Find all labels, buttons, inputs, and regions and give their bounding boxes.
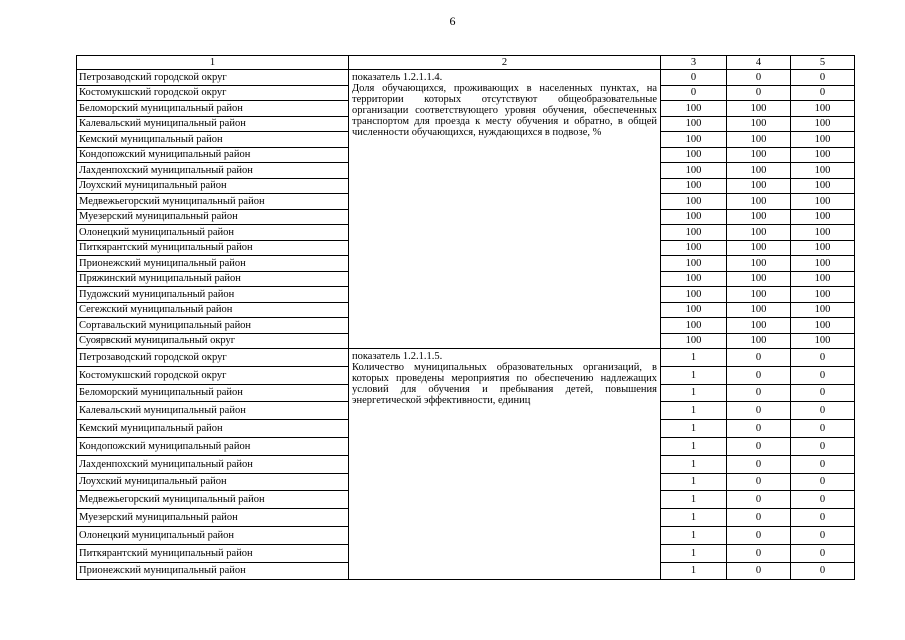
municipality-name: Сортавальский муниципальный район (77, 318, 349, 334)
value-col-3: 100 (661, 116, 727, 132)
municipality-name: Костомукшский городской округ (77, 85, 349, 101)
value-col-5: 100 (791, 194, 855, 210)
value-col-5: 0 (791, 366, 855, 384)
section-1 (77, 70, 855, 349)
value-col-5: 0 (791, 544, 855, 562)
value-col-5: 100 (791, 225, 855, 241)
municipality-name: Медвежьегорский муниципальный район (77, 194, 349, 210)
municipality-name: Суоярвский муниципальный округ (77, 333, 349, 349)
value-col-3: 100 (661, 132, 727, 148)
indicator-description-cell (349, 349, 661, 580)
municipality-name: Беломорский муниципальный район (77, 101, 349, 117)
value-col-5: 100 (791, 318, 855, 334)
municipality-name: Муезерский муниципальный район (77, 509, 349, 527)
value-col-4: 100 (727, 287, 791, 303)
value-col-5: 100 (791, 101, 855, 117)
header-col-4: 4 (727, 56, 791, 70)
value-col-3: 1 (661, 491, 727, 509)
municipality-name: Сегежский муниципальный район (77, 302, 349, 318)
value-col-3: 1 (661, 366, 727, 384)
indicator-table (76, 55, 855, 580)
value-col-4: 0 (727, 366, 791, 384)
value-col-5: 100 (791, 132, 855, 148)
value-col-4: 100 (727, 318, 791, 334)
value-col-5: 100 (791, 240, 855, 256)
value-col-5: 0 (791, 384, 855, 402)
value-col-5: 100 (791, 147, 855, 163)
indicator-description-cell (349, 70, 661, 349)
value-col-5: 100 (791, 178, 855, 194)
value-col-4: 0 (727, 491, 791, 509)
indicator-code: показатель 1.2.1.1.5. (352, 351, 443, 362)
value-col-4: 0 (727, 526, 791, 544)
value-col-5: 0 (791, 491, 855, 509)
value-col-3: 100 (661, 302, 727, 318)
value-col-3: 100 (661, 163, 727, 179)
value-col-5: 0 (791, 526, 855, 544)
municipality-name: Петрозаводский городской округ (77, 349, 349, 367)
municipality-name: Пряжинский муниципальный район (77, 271, 349, 287)
header-col-2: 2 (349, 56, 661, 70)
value-col-5: 0 (791, 85, 855, 101)
municipality-name: Лахденпохский муниципальный район (77, 455, 349, 473)
value-col-3: 1 (661, 402, 727, 420)
value-col-4: 100 (727, 209, 791, 225)
value-col-3: 0 (661, 70, 727, 86)
municipality-name: Кондопожский муниципальный район (77, 437, 349, 455)
value-col-5: 0 (791, 509, 855, 527)
municipality-name: Беломорский муниципальный район (77, 384, 349, 402)
value-col-4: 0 (727, 473, 791, 491)
value-col-4: 0 (727, 562, 791, 580)
value-col-3: 100 (661, 194, 727, 210)
municipality-name: Питкярантский муниципальный район (77, 240, 349, 256)
municipality-name: Кемский муниципальный район (77, 132, 349, 148)
value-col-4: 100 (727, 116, 791, 132)
header-col-5: 5 (791, 56, 855, 70)
header-row (77, 56, 855, 70)
value-col-4: 100 (727, 178, 791, 194)
value-col-3: 1 (661, 509, 727, 527)
value-col-3: 1 (661, 562, 727, 580)
municipality-name: Питкярантский муниципальный район (77, 544, 349, 562)
value-col-4: 100 (727, 256, 791, 272)
value-col-5: 0 (791, 437, 855, 455)
municipality-name: Олонецкий муниципальный район (77, 526, 349, 544)
value-col-5: 0 (791, 402, 855, 420)
municipality-name: Олонецкий муниципальный район (77, 225, 349, 241)
value-col-4: 100 (727, 240, 791, 256)
municipality-name: Кондопожский муниципальный район (77, 147, 349, 163)
municipality-name: Пудожский муниципальный район (77, 287, 349, 303)
value-col-4: 0 (727, 402, 791, 420)
value-col-5: 0 (791, 562, 855, 580)
value-col-4: 0 (727, 349, 791, 367)
value-col-5: 100 (791, 333, 855, 349)
value-col-4: 100 (727, 271, 791, 287)
municipality-name: Лоухский муниципальный район (77, 178, 349, 194)
municipality-name: Прионежский муниципальный район (77, 256, 349, 272)
value-col-3: 100 (661, 318, 727, 334)
value-col-4: 0 (727, 420, 791, 438)
value-col-5: 0 (791, 473, 855, 491)
value-col-4: 100 (727, 333, 791, 349)
municipality-name: Лоухский муниципальный район (77, 473, 349, 491)
value-col-5: 0 (791, 70, 855, 86)
value-col-3: 100 (661, 333, 727, 349)
value-col-4: 100 (727, 225, 791, 241)
page-number: 6 (449, 14, 456, 28)
indicator-description: Количество муниципальных образовательных организаций, в которых проведены мероприятия по обеспечению надлежащих условий для обучения и пребывания детей, повышения энергетической эффективности, единиц (352, 362, 657, 406)
value-col-3: 1 (661, 420, 727, 438)
value-col-5: 100 (791, 209, 855, 225)
value-col-3: 1 (661, 473, 727, 491)
value-col-3: 100 (661, 147, 727, 163)
value-col-4: 100 (727, 163, 791, 179)
value-col-5: 100 (791, 116, 855, 132)
municipality-name: Муезерский муниципальный район (77, 209, 349, 225)
value-col-4: 0 (727, 509, 791, 527)
value-col-4: 0 (727, 85, 791, 101)
value-col-4: 0 (727, 70, 791, 86)
municipality-name: Кемский муниципальный район (77, 420, 349, 438)
value-col-5: 100 (791, 163, 855, 179)
value-col-4: 0 (727, 437, 791, 455)
value-col-5: 100 (791, 287, 855, 303)
value-col-5: 0 (791, 420, 855, 438)
value-col-4: 100 (727, 101, 791, 117)
value-col-3: 100 (661, 271, 727, 287)
value-col-4: 0 (727, 544, 791, 562)
value-col-3: 1 (661, 437, 727, 455)
value-col-3: 100 (661, 287, 727, 303)
municipality-name: Медвежьегорский муниципальный район (77, 491, 349, 509)
value-col-3: 1 (661, 349, 727, 367)
value-col-3: 100 (661, 225, 727, 241)
value-col-5: 0 (791, 455, 855, 473)
value-col-4: 100 (727, 147, 791, 163)
value-col-5: 100 (791, 271, 855, 287)
municipality-name: Костомукшский городской округ (77, 366, 349, 384)
value-col-3: 1 (661, 384, 727, 402)
value-col-3: 100 (661, 256, 727, 272)
value-col-4: 100 (727, 302, 791, 318)
section-2 (77, 349, 855, 580)
table-row (77, 349, 855, 367)
municipality-name: Прионежский муниципальный район (77, 562, 349, 580)
table-row (77, 70, 855, 86)
value-col-3: 1 (661, 544, 727, 562)
value-col-3: 100 (661, 240, 727, 256)
value-col-4: 100 (727, 194, 791, 210)
indicator-code: показатель 1.2.1.1.4. (352, 72, 443, 83)
value-col-3: 100 (661, 209, 727, 225)
value-col-3: 100 (661, 101, 727, 117)
value-col-4: 0 (727, 384, 791, 402)
value-col-3: 100 (661, 178, 727, 194)
value-col-5: 100 (791, 302, 855, 318)
indicator-description: Доля обучающихся, проживающих в населенных пунктах, на территории которых отсутствуют общеобразовательные организации соответствующего уровня обучения, обеспеченных транспортом для проезда к месту обучения и обратно, в общей численности обучающихся, нуждающихся в подвозе, % (352, 83, 657, 138)
value-col-3: 1 (661, 526, 727, 544)
header-col-3: 3 (661, 56, 727, 70)
header-col-1: 1 (77, 56, 349, 70)
value-col-3: 1 (661, 455, 727, 473)
municipality-name: Калевальский муниципальный район (77, 116, 349, 132)
municipality-name: Петрозаводский городской округ (77, 70, 349, 86)
value-col-4: 100 (727, 132, 791, 148)
municipality-name: Лахденпохский муниципальный район (77, 163, 349, 179)
municipality-name: Калевальский муниципальный район (77, 402, 349, 420)
value-col-4: 0 (727, 455, 791, 473)
value-col-5: 100 (791, 256, 855, 272)
value-col-5: 0 (791, 349, 855, 367)
value-col-3: 0 (661, 85, 727, 101)
